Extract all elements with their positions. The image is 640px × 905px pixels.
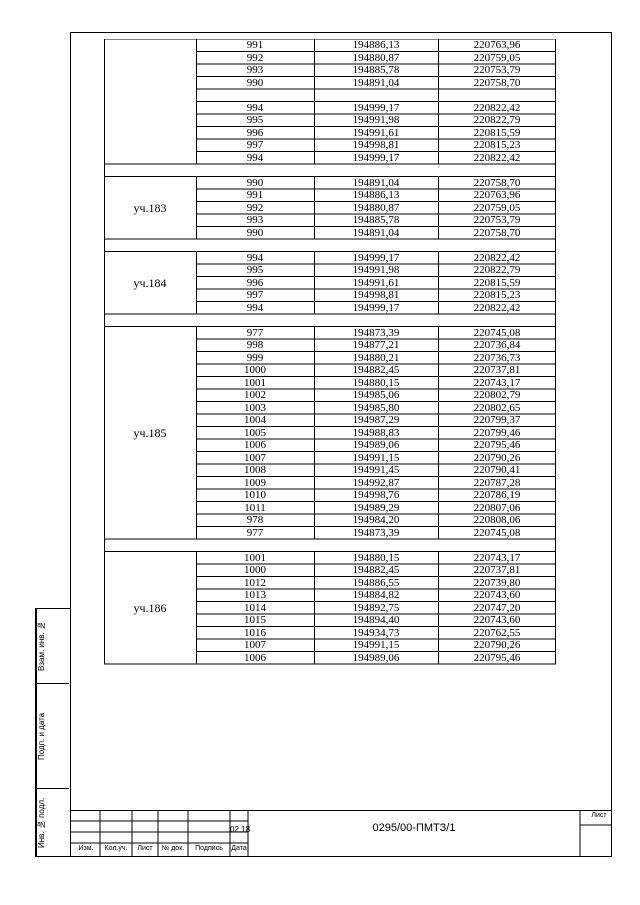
y-coordinate: 220743,60 <box>473 614 521 626</box>
x-coordinate: 194880,15 <box>352 376 400 389</box>
point-number: 992 <box>246 201 264 214</box>
point-number: 1007 <box>244 451 266 464</box>
y-coordinate: 220822,79 <box>473 114 521 126</box>
col-date: Дата <box>231 845 247 852</box>
x-coordinate: 194880,87 <box>352 51 400 64</box>
y-coordinate: 220822,42 <box>473 251 521 264</box>
y-coordinate: 220737,81 <box>473 564 521 576</box>
point-number: 999 <box>246 351 264 364</box>
y-coordinate: 220790,26 <box>473 451 521 464</box>
x-coordinate: 194991,98 <box>352 114 400 126</box>
x-coordinate: 194885,78 <box>352 214 400 226</box>
table-grid <box>104 39 556 665</box>
x-coordinate: 194991,61 <box>352 126 400 139</box>
point-number: 990 <box>246 76 264 89</box>
x-coordinate: 194882,45 <box>352 364 400 376</box>
x-coordinate: 194892,75 <box>352 601 400 614</box>
x-coordinate: 194999,17 <box>352 101 400 114</box>
point-number: 992 <box>246 51 264 64</box>
y-coordinate: 220786,19 <box>473 489 521 501</box>
y-coordinate: 220743,60 <box>473 589 521 601</box>
point-number: 993 <box>246 214 264 226</box>
side-label-replacement: Взам. инв. № <box>36 609 50 683</box>
x-coordinate: 194989,29 <box>352 501 400 514</box>
point-number: 977 <box>246 326 264 339</box>
x-coordinate: 194880,15 <box>352 551 400 564</box>
y-coordinate: 220758,70 <box>473 176 521 189</box>
x-coordinate: 194998,81 <box>352 139 400 151</box>
x-coordinate: 194884,82 <box>352 589 400 601</box>
point-number: 997 <box>246 139 264 151</box>
x-coordinate: 194987,29 <box>352 414 400 426</box>
point-number: 1003 <box>244 401 266 414</box>
y-coordinate: 220822,42 <box>473 151 521 164</box>
x-coordinate: 194873,39 <box>352 326 400 339</box>
y-coordinate: 220815,59 <box>473 276 521 289</box>
x-coordinate: 194998,76 <box>352 489 400 501</box>
point-number: 994 <box>246 301 264 314</box>
col-signature: Подпись <box>195 845 223 852</box>
point-number: 1008 <box>244 464 266 476</box>
x-coordinate: 194991,61 <box>352 276 400 289</box>
x-coordinate: 194880,87 <box>352 201 400 214</box>
point-number: 1004 <box>244 414 266 426</box>
side-cell-signature <box>36 684 69 789</box>
x-coordinate: 194991,45 <box>352 464 400 476</box>
y-coordinate: 220822,79 <box>473 264 521 276</box>
y-coordinate: 220799,46 <box>473 426 521 439</box>
y-coordinate: 220736,84 <box>473 339 521 351</box>
y-coordinate: 220795,46 <box>473 439 521 451</box>
x-coordinate: 194873,39 <box>352 526 400 539</box>
point-number: 996 <box>246 126 264 139</box>
point-number: 991 <box>246 189 264 201</box>
y-coordinate: 220758,70 <box>473 226 521 239</box>
point-number: 1016 <box>244 626 266 639</box>
x-coordinate: 194999,17 <box>352 251 400 264</box>
y-coordinate: 220790,26 <box>473 639 521 651</box>
side-cell-replacement <box>36 609 69 684</box>
y-coordinate: 220753,79 <box>473 214 521 226</box>
x-coordinate: 194882,45 <box>352 564 400 576</box>
point-number: 995 <box>246 264 264 276</box>
x-coordinate: 194894,40 <box>352 614 400 626</box>
x-coordinate: 194984,20 <box>352 514 400 526</box>
point-number: 998 <box>246 339 264 351</box>
x-coordinate: 194985,06 <box>352 389 400 401</box>
x-coordinate: 194885,78 <box>352 64 400 76</box>
point-number: 997 <box>246 289 264 301</box>
y-coordinate: 220763,96 <box>473 189 521 201</box>
section-label: уч.183 <box>133 200 167 215</box>
y-coordinate: 220795,46 <box>473 651 521 664</box>
point-number: 1001 <box>244 376 266 389</box>
point-number: 1011 <box>244 501 266 514</box>
point-number: 1013 <box>244 589 266 601</box>
x-coordinate: 194886,13 <box>352 39 400 51</box>
x-coordinate: 194998,81 <box>352 289 400 301</box>
y-coordinate: 220822,42 <box>473 301 521 314</box>
point-number: 1006 <box>244 439 266 451</box>
x-coordinate: 194886,13 <box>352 189 400 201</box>
x-coordinate: 194891,04 <box>352 76 400 89</box>
point-number: 993 <box>246 64 264 76</box>
y-coordinate: 220822,42 <box>473 101 521 114</box>
point-number: 991 <box>246 39 264 51</box>
col-doc-no: № док. <box>161 845 185 852</box>
x-coordinate: 194989,06 <box>352 651 400 664</box>
section-label: уч.186 <box>133 600 167 615</box>
side-label-signature: Подп. и дата <box>36 684 50 788</box>
y-coordinate: 220745,08 <box>473 526 521 539</box>
point-number: 994 <box>246 151 264 164</box>
point-number: 994 <box>246 101 264 114</box>
point-number: 995 <box>246 114 264 126</box>
title-date-value: 02.18 <box>230 825 251 834</box>
point-number: 990 <box>246 226 264 239</box>
col-sheet: Лист <box>137 845 153 852</box>
y-coordinate: 220745,08 <box>473 326 521 339</box>
y-coordinate: 220815,59 <box>473 126 521 139</box>
point-number: 1000 <box>244 364 266 376</box>
x-coordinate: 194992,87 <box>352 476 400 489</box>
point-number: 1000 <box>244 564 266 576</box>
x-coordinate: 194999,17 <box>352 151 400 164</box>
section-label: уч.184 <box>133 275 167 290</box>
point-number: 1009 <box>244 476 266 489</box>
y-coordinate: 220790,41 <box>473 464 521 476</box>
x-coordinate: 194991,98 <box>352 264 400 276</box>
point-number: 1007 <box>244 639 266 651</box>
x-coordinate: 194991,15 <box>352 639 400 651</box>
x-coordinate: 194989,06 <box>352 439 400 451</box>
y-coordinate: 220759,05 <box>473 201 521 214</box>
document-code: 0295/00-ПМТЗ/1 <box>372 822 456 834</box>
point-number: 1012 <box>244 576 266 589</box>
x-coordinate: 194880,21 <box>352 351 400 364</box>
y-coordinate: 220743,17 <box>473 551 521 564</box>
y-coordinate: 220802,65 <box>473 401 521 414</box>
y-coordinate: 220737,81 <box>473 364 521 376</box>
y-coordinate: 220762,55 <box>473 626 521 639</box>
y-coordinate: 220759,05 <box>473 51 521 64</box>
sheet-label: Лист <box>591 812 607 819</box>
x-coordinate: 194985,80 <box>352 401 400 414</box>
y-coordinate: 220743,17 <box>473 376 521 389</box>
y-coordinate: 220739,80 <box>473 576 521 589</box>
point-number: 1010 <box>244 489 266 501</box>
y-coordinate: 220736,73 <box>473 351 521 364</box>
y-coordinate: 220753,79 <box>473 64 521 76</box>
x-coordinate: 194934,73 <box>352 626 400 639</box>
point-number: 1015 <box>244 614 266 626</box>
y-coordinate: 220787,28 <box>473 476 521 489</box>
x-coordinate: 194877,21 <box>352 339 400 351</box>
point-number: 978 <box>246 514 264 526</box>
point-number: 990 <box>246 176 264 189</box>
col-change: Изм. <box>78 845 94 852</box>
point-number: 1001 <box>244 551 266 564</box>
x-coordinate: 194891,04 <box>352 226 400 239</box>
x-coordinate: 194988,83 <box>352 426 400 439</box>
col-count: Кол.уч. <box>104 845 128 852</box>
y-coordinate: 220802,79 <box>473 389 521 401</box>
y-coordinate: 220747,20 <box>473 601 521 614</box>
y-coordinate: 220815,23 <box>473 139 521 151</box>
y-coordinate: 220815,23 <box>473 289 521 301</box>
x-coordinate: 194891,04 <box>352 176 400 189</box>
point-number: 994 <box>246 251 264 264</box>
x-coordinate: 194991,15 <box>352 451 400 464</box>
side-label-inventory: Инв. № подл. <box>36 789 50 856</box>
point-number: 1006 <box>244 651 266 664</box>
side-cell-inventory <box>36 789 69 856</box>
point-number: 996 <box>246 276 264 289</box>
x-coordinate: 194999,17 <box>352 301 400 314</box>
section-label: уч.185 <box>133 425 167 440</box>
x-coordinate: 194886,55 <box>352 576 400 589</box>
y-coordinate: 220808,06 <box>473 514 521 526</box>
side-stamp <box>35 608 70 857</box>
y-coordinate: 220799,37 <box>473 414 521 426</box>
y-coordinate: 220763,96 <box>473 39 521 51</box>
point-number: 1014 <box>244 601 266 614</box>
y-coordinate: 220758,70 <box>473 76 521 89</box>
point-number: 977 <box>246 526 264 539</box>
y-coordinate: 220807,06 <box>473 501 521 514</box>
point-number: 1002 <box>244 389 266 401</box>
point-number: 1005 <box>244 426 266 439</box>
